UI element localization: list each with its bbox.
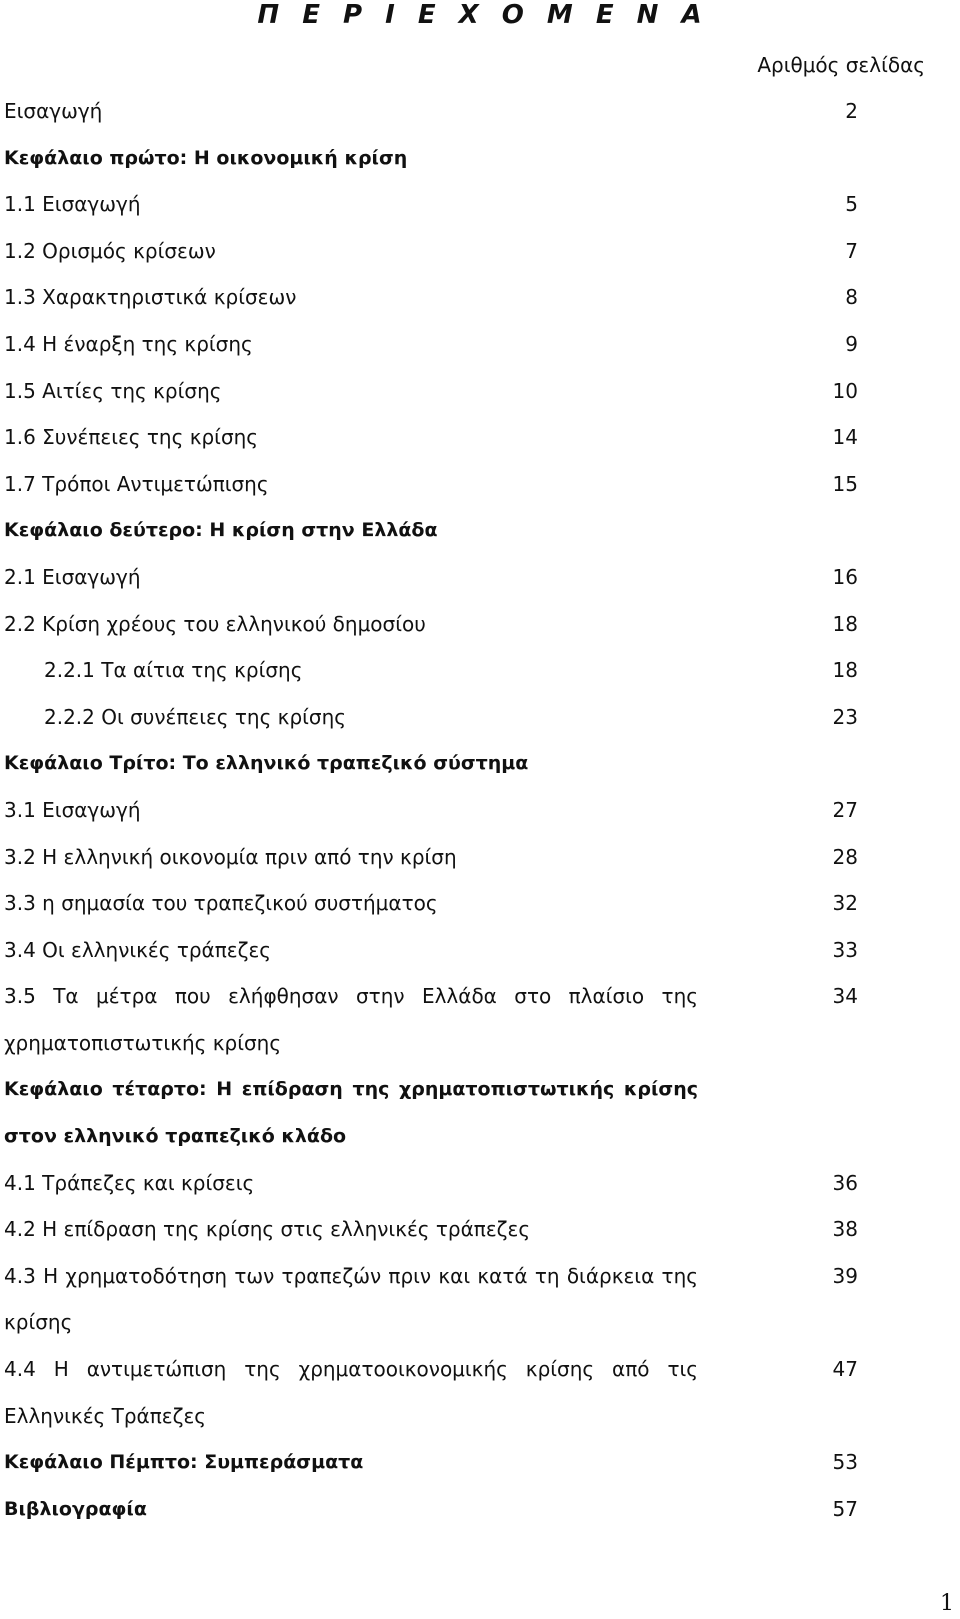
page-number-column-header: Αριθμός σελίδας xyxy=(757,53,925,77)
toc-entry-page: 47 xyxy=(832,1357,858,1382)
toc-entry-title: 3.4 Οι ελληνικές τράπεζες xyxy=(4,937,272,962)
toc-chapter-heading xyxy=(4,1486,860,1533)
toc-chapter-title-line: στον ελληνικό τραπεζικό κλάδο xyxy=(4,1125,347,1148)
toc-entry-title: 2.2 Κρίση χρέους του ελληνικού δημοσίου xyxy=(4,611,426,636)
toc-entry-page: 23 xyxy=(832,704,858,729)
toc-entry-title-line: 3.5 Τα μέτρα που ελήφθησαν στην Ελλάδα στο πλαίσιο της xyxy=(4,984,698,1009)
toc-entry-page: 39 xyxy=(832,1263,858,1288)
toc-entry-page: 2 xyxy=(845,99,858,123)
toc-chapter-heading xyxy=(4,135,860,182)
toc-entry-title: 2.2.2 Οι συνέπειες της κρίσης xyxy=(44,704,347,729)
toc-entry-page: 16 xyxy=(832,564,858,589)
toc-entry xyxy=(4,88,860,135)
toc-entry-page: 33 xyxy=(832,937,858,962)
footer-page-number: 1 xyxy=(940,1591,954,1616)
toc-entry-page: 34 xyxy=(832,984,858,1009)
toc-entry xyxy=(4,554,860,601)
toc-entry-title-line: 4.3 Η χρηματοδότηση των τραπεζών πριν και κατά τη διάρκεια της xyxy=(4,1263,698,1288)
toc-entry-page: 15 xyxy=(832,471,858,496)
toc-entry-title-line: χρηματοπιστωτικής κρίσης xyxy=(4,1030,282,1055)
toc-entry-title xyxy=(4,973,698,1066)
toc-entry-title: 3.2 Η ελληνική οικονομία πριν από την κρίση xyxy=(4,844,457,869)
toc-entry-title: Εισαγωγή xyxy=(4,99,103,123)
toc-entry xyxy=(4,973,860,1066)
toc-entry-title: 3.1 Εισαγωγή xyxy=(4,797,141,822)
toc-entry xyxy=(4,181,860,228)
toc-subentry xyxy=(4,694,860,741)
toc-entry-title-line: 4.4 Η αντιμετώπιση της χρηματοοικονομικής κρίσης από τις xyxy=(4,1357,698,1382)
toc-chapter-title: Κεφάλαιο δεύτερο: Η κρίση στην Ελλάδα xyxy=(4,519,438,542)
toc-chapter-heading xyxy=(4,507,860,554)
table-of-contents xyxy=(4,88,860,1532)
toc-entry xyxy=(4,228,860,275)
toc-entry xyxy=(4,927,860,974)
toc-entry-title: 3.3 η σημασία του τραπεζικού συστήματος xyxy=(4,891,438,916)
toc-entry-page: 5 xyxy=(845,192,858,217)
toc-entry-page: 18 xyxy=(832,611,858,636)
toc-entry-page: 38 xyxy=(832,1217,858,1242)
toc-chapter-title-line: Κεφάλαιο τέταρτο: Η επίδραση της χρηματοπιστωτικής κρίσης xyxy=(4,1078,698,1101)
toc-entry-title: 4.2 Η επίδραση της κρίσης στις ελληνικές τράπεζες xyxy=(4,1217,531,1242)
toc-entry xyxy=(4,1346,860,1439)
toc-entry-title-line: κρίσης xyxy=(4,1310,73,1335)
page-title: Π Ε Ρ Ι Ε Χ Ο Μ Ε Ν Α xyxy=(257,0,709,30)
toc-entry-page: 53 xyxy=(832,1450,858,1475)
toc-chapter-heading xyxy=(4,740,860,787)
toc-entry xyxy=(4,274,860,321)
toc-entry-title xyxy=(4,1253,698,1346)
toc-entry-page: 14 xyxy=(832,425,858,450)
toc-entry xyxy=(4,1206,860,1253)
toc-entry-page: 28 xyxy=(832,844,858,869)
toc-entry-page: 18 xyxy=(832,658,858,683)
toc-entry-title: 1.5 Αιτίες της κρίσης xyxy=(4,378,222,403)
toc-entry xyxy=(4,414,860,461)
toc-entry-title xyxy=(4,1346,698,1439)
toc-entry xyxy=(4,601,860,648)
toc-entry xyxy=(4,1253,860,1346)
toc-entry-title-line: Ελληνικές Τράπεζες xyxy=(4,1403,206,1428)
toc-chapter-title: Κεφάλαιο πρώτο: Η οικονομική κρίση xyxy=(4,146,408,169)
toc-entry-title: 2.2.1 Τα αίτια της κρίσης xyxy=(44,658,303,683)
toc-entry-title: 2.1 Εισαγωγή xyxy=(4,564,141,589)
toc-entry-title: 1.7 Τρόποι Αντιμετώπισης xyxy=(4,471,269,496)
toc-entry xyxy=(4,834,860,881)
toc-entry xyxy=(4,461,860,508)
toc-entry-page: 32 xyxy=(832,891,858,916)
toc-chapter-heading xyxy=(4,1066,860,1159)
toc-chapter-heading xyxy=(4,1439,860,1486)
toc-chapter-title xyxy=(4,1066,698,1159)
toc-entry-title: 1.6 Συνέπειες της κρίσης xyxy=(4,425,259,450)
toc-entry-page: 27 xyxy=(832,797,858,822)
toc-entry-page: 7 xyxy=(845,238,858,263)
toc-entry-title: 1.3 Χαρακτηριστικά κρίσεων xyxy=(4,285,297,310)
toc-entry xyxy=(4,368,860,415)
toc-chapter-title: Κεφάλαιο Πέμπτο: Συμπεράσματα xyxy=(4,1451,364,1474)
toc-entry-page: 10 xyxy=(832,378,858,403)
toc-entry-page: 57 xyxy=(832,1496,858,1521)
toc-entry xyxy=(4,787,860,834)
toc-entry-page: 36 xyxy=(832,1170,858,1195)
toc-entry-page: 8 xyxy=(845,285,858,310)
toc-entry-title: 1.1 Εισαγωγή xyxy=(4,192,141,217)
toc-chapter-title: Βιβλιογραφία xyxy=(4,1497,147,1520)
toc-entry-title: 1.2 Ορισμός κρίσεων xyxy=(4,238,216,263)
toc-entry xyxy=(4,880,860,927)
toc-chapter-title: Κεφάλαιο Τρίτο: Το ελληνικό τραπεζικό σύστημα xyxy=(4,752,529,775)
toc-entry-title: 4.1 Τράπεζες και κρίσεις xyxy=(4,1170,255,1195)
toc-entry-title: 1.4 Η έναρξη της κρίσης xyxy=(4,331,253,356)
toc-entry-page: 9 xyxy=(845,331,858,356)
toc-entry xyxy=(4,321,860,368)
toc-entry xyxy=(4,1160,860,1207)
toc-subentry xyxy=(4,647,860,694)
